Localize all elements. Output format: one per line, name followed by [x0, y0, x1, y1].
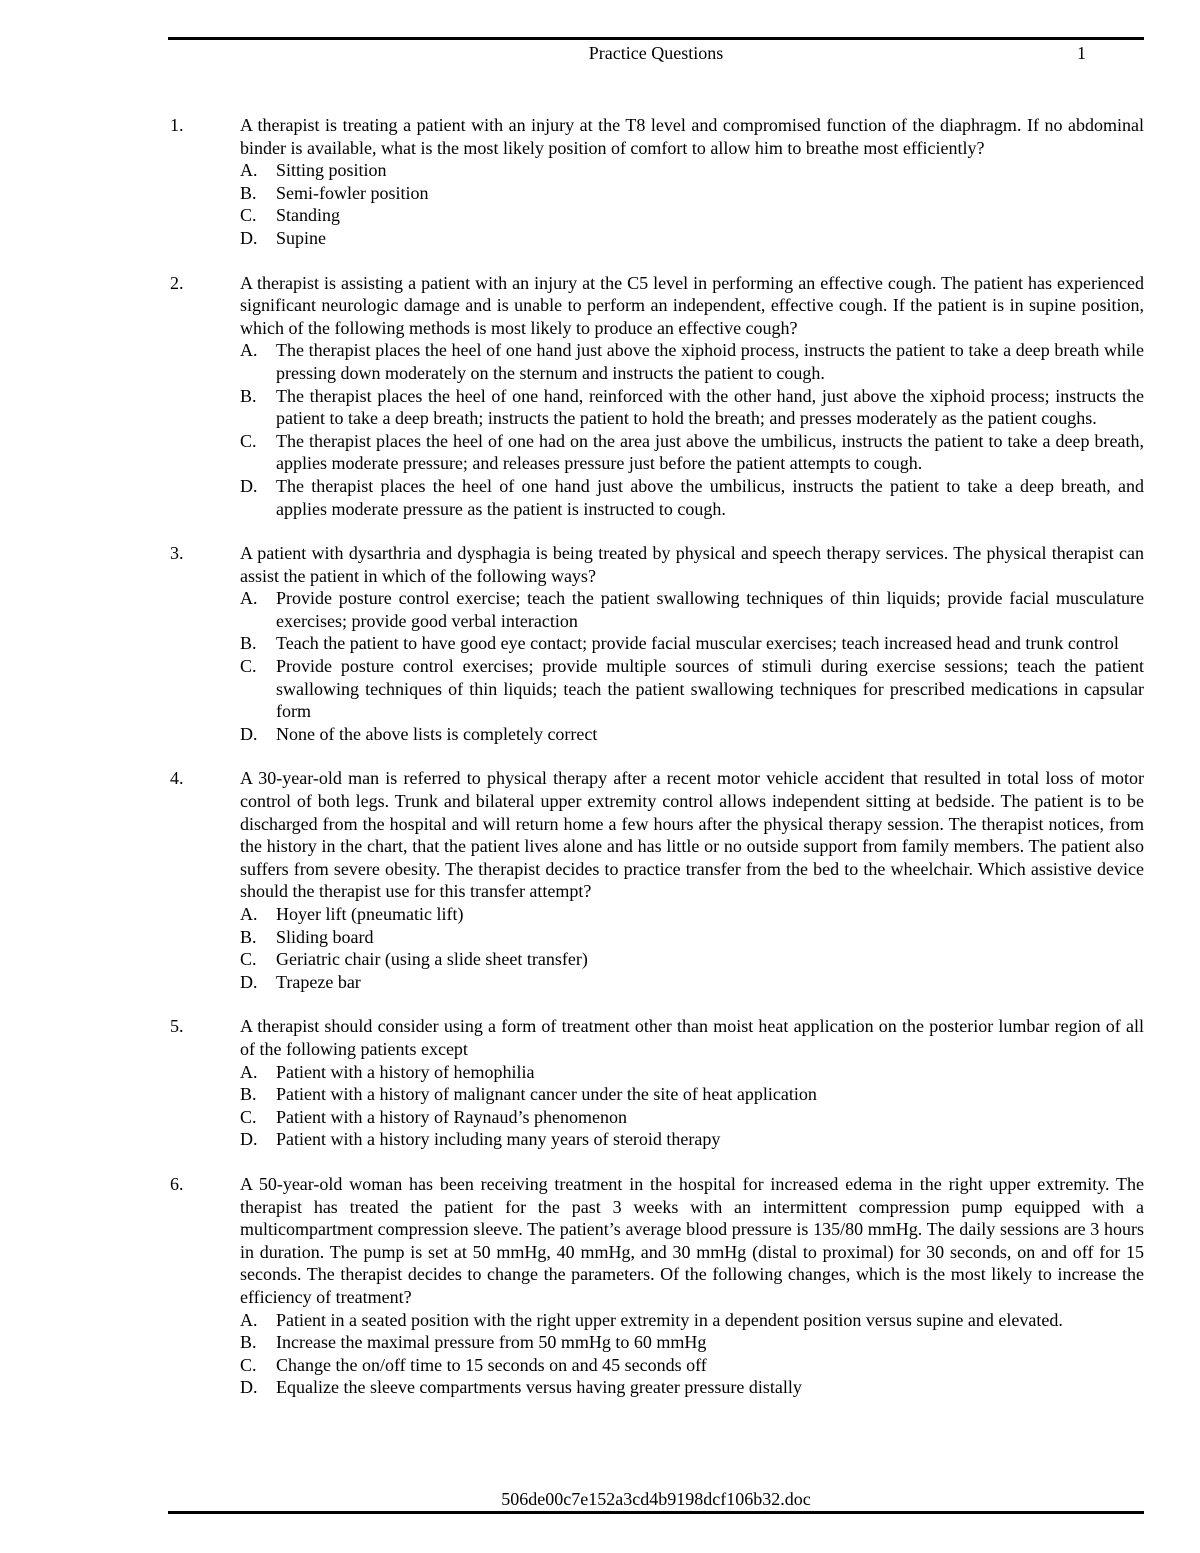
question-stem: A patient with dysarthria and dysphagia is being treated by physical and speech therapy services. The physical therapist can assist the patient in which of the following ways?	[240, 543, 1144, 586]
option-letter: D.	[240, 723, 258, 744]
question-list	[168, 114, 1144, 1399]
question-number: 6.	[170, 1173, 184, 1194]
option-letter: D.	[240, 971, 258, 992]
option-letter: B.	[240, 385, 257, 406]
option-letter: C.	[240, 430, 257, 451]
option-letter: D.	[240, 1377, 258, 1398]
option-text: None of the above lists is completely correct	[276, 723, 598, 744]
option-text: Increase the maximal pressure from 50 mmHg to 60 mmHg	[276, 1332, 707, 1353]
question-stem: A 50-year-old woman has been receiving treatment in the hospital for increased edema in the right upper extremity. The therapist has treated the patient for the past 3 weeks with an intermittent compression pump equipped with a multicompartment compression sleeve. The patient’s average blood pressure is 135/80 mmHg. The daily sessions are 3 hours in duration. The pump is set at 50 mmHg, 40 mmHg, and 30 mmHg (distal to proximal) for 30 seconds, on and off for 15 seconds. The therapist decides to change the parameters. Of the following changes, which is the most likely to increase the efficiency of treatment?	[240, 1173, 1144, 1307]
answer-option	[240, 903, 1144, 926]
option-text: Patient with a history of hemophilia	[276, 1061, 535, 1082]
option-letter: D.	[240, 227, 258, 248]
footer-filename: 506de00c7e152a3cd4b9198dcf106b32.doc	[501, 1489, 811, 1509]
answer-option	[240, 587, 1144, 632]
question-2	[168, 272, 1144, 521]
option-text: Provide posture control exercises; provide multiple sources of stimuli during exercise sessions; teach the patient swallowing techniques of thin liquids; teach the patient swallowing techniques for prescribed medications in capsular form	[276, 656, 1144, 722]
question-1	[168, 114, 1144, 250]
option-text: Patient with a history of malignant cancer under the site of heat application	[276, 1084, 817, 1105]
answer-option	[240, 227, 1144, 250]
question-stem: A 30-year-old man is referred to physical therapy after a recent motor vehicle accident that resulted in total loss of motor control of both legs. Trunk and bilateral upper extremity control allows independent sitting at bedside. The patient is to be discharged from the hospital and will return home a few hours after the physical therapy session. The therapist notices, from the history in the chart, that the patient lives alone and has little or no outside support from family members. The patient also suffers from severe obesity. The therapist decides to practice transfer from the bed to the wheelchair. Which assistive device should the therapist use for this transfer attempt?	[240, 768, 1144, 902]
question-number: 1.	[170, 115, 184, 135]
option-text: Provide posture control exercise; teach the patient swallowing techniques of thin liquids; provide facial musculature exercises; provide good verbal interaction	[276, 588, 1144, 631]
option-text: The therapist places the heel of one hand just above the xiphoid process, instructs the patient to take a deep breath while pressing down moderately on the sternum and instructs the patient to cough.	[276, 340, 1144, 383]
option-text: Equalize the sleeve compartments versus having greater pressure distally	[276, 1377, 802, 1398]
option-text: Semi-fowler position	[276, 182, 429, 203]
option-text: The therapist places the heel of one had on the area just above the umbilicus, instructs the patient to take a deep breath, applies moderate pressure; and releases pressure just before the patient attempts to cough.	[276, 430, 1144, 474]
answer-option	[240, 339, 1144, 384]
answer-option	[240, 1106, 1144, 1129]
option-letter: D.	[240, 475, 258, 496]
question-number: 5.	[170, 1016, 184, 1037]
option-text: The therapist places the heel of one hand just above the umbilicus, instructs the patient to take a deep breath, and applies moderate pressure as the patient is instructed to cough.	[276, 475, 1144, 519]
question-stem: A therapist should consider using a form of treatment other than moist heat application on the posterior lumbar region of all of the following patients except	[240, 1016, 1144, 1059]
question-5	[168, 1015, 1144, 1151]
option-letter: B.	[240, 182, 257, 203]
option-text: Standing	[276, 205, 341, 226]
question-number: 3.	[170, 543, 184, 564]
option-text: Sitting position	[276, 160, 387, 181]
option-letter: A.	[240, 340, 258, 361]
option-text: Patient in a seated position with the right upper extremity in a dependent position versus supine and elevated.	[276, 1309, 1063, 1330]
answer-option	[240, 1331, 1144, 1354]
answer-option	[240, 632, 1144, 655]
answer-option	[240, 1376, 1144, 1399]
question-stem: A therapist is treating a patient with an injury at the T8 level and compromised function of the diaphragm. If no abdominal binder is available, what is the most likely position of comfort to allow him to breathe most efficiently?	[240, 115, 1144, 158]
answer-option	[240, 1354, 1144, 1377]
answer-option	[240, 1061, 1144, 1084]
option-letter: A.	[240, 904, 258, 924]
option-text: Patient with a history including many years of steroid therapy	[276, 1129, 721, 1150]
option-letter: C.	[240, 1106, 257, 1127]
page-title: Practice Questions	[588, 43, 724, 63]
option-letter: A.	[240, 1061, 258, 1082]
option-text: Change the on/off time to 15 seconds on and 45 seconds off	[276, 1354, 707, 1375]
answer-option	[240, 1128, 1144, 1151]
option-letter: D.	[240, 1129, 258, 1150]
option-letter: A.	[240, 160, 258, 181]
page-number: 1	[1077, 43, 1086, 63]
option-text: Supine	[276, 227, 327, 248]
option-text: The therapist places the heel of one hand, reinforced with the other hand, just above the xiphoid process; instructs the patient to take a deep breath; instructs the patient to hold the breath; and presses moderately as the patient coughs.	[276, 385, 1144, 429]
answer-option	[240, 948, 1144, 971]
question-number: 2.	[170, 272, 184, 293]
option-letter: B.	[240, 926, 257, 947]
footer-rule	[168, 1511, 1144, 1514]
answer-option	[240, 204, 1144, 227]
answer-option	[240, 926, 1144, 949]
answer-option	[240, 159, 1144, 182]
answer-option	[240, 430, 1144, 475]
question-6	[168, 1173, 1144, 1399]
answer-option	[240, 1083, 1144, 1106]
option-letter: B.	[240, 633, 257, 654]
option-letter: B.	[240, 1332, 257, 1353]
answer-option	[240, 723, 1144, 746]
option-text: Geriatric chair (using a slide sheet transfer)	[276, 949, 588, 970]
header-rule	[168, 37, 1144, 40]
option-letter: C.	[240, 949, 257, 970]
option-text: Patient with a history of Raynaud’s phenomenon	[276, 1106, 627, 1127]
answer-option	[240, 182, 1144, 205]
question-4	[168, 767, 1144, 993]
question-number: 4.	[170, 768, 184, 789]
page-header	[168, 43, 1144, 67]
answer-option	[240, 475, 1144, 520]
option-text: Teach the patient to have good eye contact; provide facial muscular exercises; teach increased head and trunk control	[276, 633, 1119, 654]
option-text: Trapeze bar	[276, 971, 361, 992]
option-letter: C.	[240, 656, 257, 677]
answer-option	[240, 971, 1144, 994]
answer-option	[240, 1309, 1144, 1332]
option-letter: A.	[240, 1309, 258, 1330]
question-3	[168, 542, 1144, 745]
question-stem: A therapist is assisting a patient with an injury at the C5 level in performing an effective cough. The patient has experienced significant neurologic damage and is unable to perform an independent, effective cough. If the patient is in supine position, which of the following methods is most likely to produce an effective cough?	[240, 272, 1144, 338]
option-letter: B.	[240, 1084, 257, 1105]
answer-option	[240, 655, 1144, 723]
option-letter: C.	[240, 1354, 257, 1375]
answer-option	[240, 385, 1144, 430]
option-letter: A.	[240, 588, 258, 609]
option-text: Hoyer lift (pneumatic lift)	[276, 904, 464, 924]
option-text: Sliding board	[276, 926, 374, 947]
option-letter: C.	[240, 205, 257, 226]
